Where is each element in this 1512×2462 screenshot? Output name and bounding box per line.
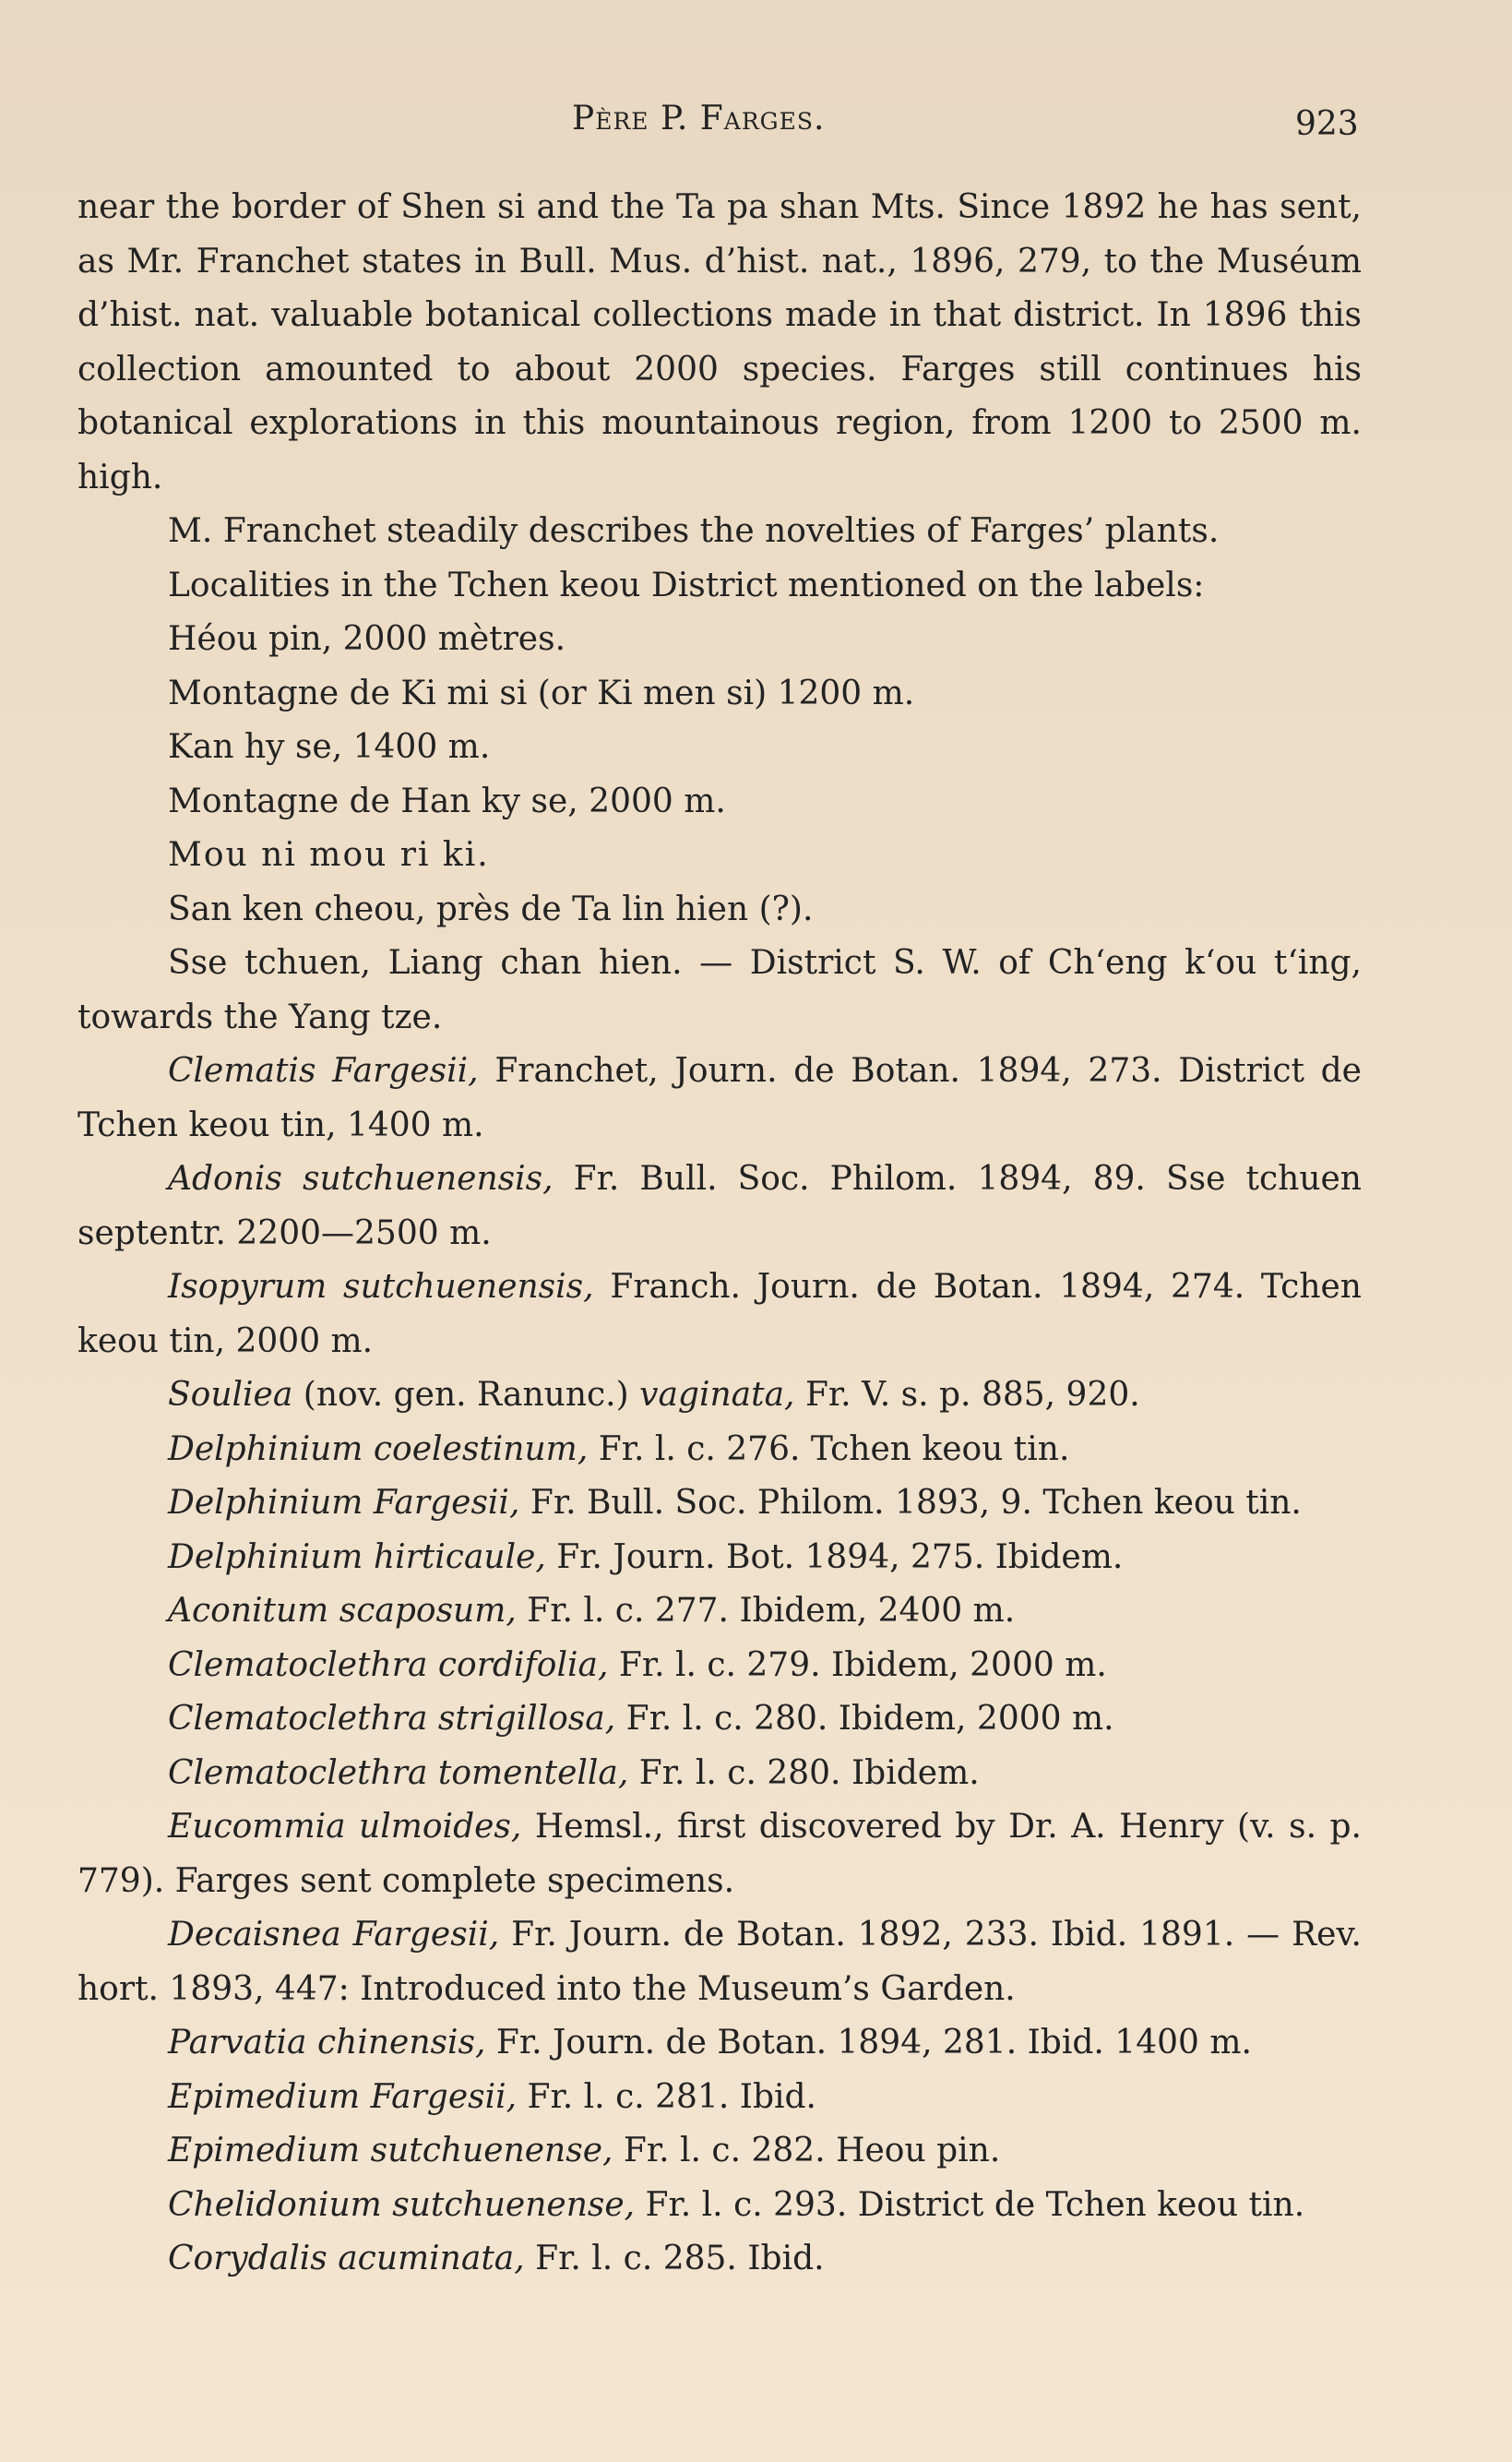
species-citation: (nov. gen. Ranunc.)	[292, 1376, 640, 1414]
species-name: Delphinium coelestinum,	[168, 1429, 589, 1468]
species-entry	[77, 2071, 1362, 2125]
species-citation: Hemsl., first discovered by Dr. A. Henry (v. s. p. 779). Farges sent complete specimens.	[77, 1808, 1362, 1900]
species-entry	[77, 1639, 1362, 1693]
species-name: Adonis sutchuenensis,	[168, 1160, 554, 1198]
species-citation: Fr. l. c. 285. Ibid.	[524, 2240, 825, 2277]
species-name: Parvatia chinensis,	[168, 2024, 486, 2062]
species-citation: Fr. l. c. 277. Ibidem, 2400 m.	[516, 1592, 1016, 1630]
species-citation: Fr. l. c. 280. Ibidem, 2000 m.	[615, 1700, 1114, 1738]
species-citation: Fr. l. c. 279. Ibidem, 2000 m.	[608, 1645, 1107, 1684]
sse-tchuen-paragraph: Sse tchuen, Liang chan hien. — District S. W. of Chʻeng kʻou tʻing, towards the Yang tze.	[77, 944, 1362, 1036]
species-name: Delphinium Fargesii,	[168, 1484, 520, 1522]
locality-item: San ken cheou, près de Ta lin hien (?).	[168, 890, 814, 928]
species-entry	[77, 1692, 1362, 1747]
species-entry	[77, 1368, 1362, 1423]
species-citation: Fr. Bull. Soc. Philom. 1893, 9. Tchen keou tin.	[519, 1484, 1302, 1522]
species-entry	[77, 2232, 1362, 2287]
species-name: Decaisnea Fargesii,	[168, 1916, 500, 1954]
species-entry	[77, 2124, 1362, 2179]
species-citation: Fr. Journ. de Botan. 1894, 281. Ibid. 1400 m.	[485, 2024, 1252, 2062]
species-name: Souliea	[168, 1376, 293, 1414]
species-citation: Fr. l. c. 276. Tchen keou tin.	[588, 1429, 1070, 1468]
localities-heading: Localities in the Tchen keou District mentioned on the labels:	[168, 566, 1205, 604]
species-name: Clematis Fargesii,	[168, 1052, 479, 1090]
species-entry	[77, 1531, 1362, 1585]
species-entry	[77, 1153, 1362, 1261]
page-body	[77, 181, 1362, 2287]
species-entry	[77, 1800, 1362, 1908]
intro-paragraph: near the border of Shen si and the Ta pa shan Mts. Since 1892 he has sent, as Mr. Franchet states in Bull. Mus. d’hist. nat., 1896, 279, to the Muséum d’hist. nat. valuable botanical collections made in that district. In 1896 this collection amounted to about 2000 species. Farges still continues his botanical explorations in this mountainous region, from 1200 to 2500 m. high.	[77, 188, 1362, 496]
species-name: Epimedium Fargesii,	[168, 2077, 518, 2116]
species-citation: Fr. l. c. 282. Heou pin.	[613, 2132, 1001, 2169]
species-entry	[77, 1747, 1362, 1801]
species-epithet: vaginata,	[639, 1376, 795, 1414]
running-head: Père P. Farges.	[572, 100, 826, 137]
species-name: Delphinium hirticaule,	[168, 1537, 546, 1576]
species-name: Eucommia ulmoides,	[168, 1808, 522, 1846]
page-header	[0, 92, 1512, 148]
locality-item: Kan hy se, 1400 m.	[168, 728, 491, 766]
species-citation: Fr. Journ. Bot. 1894, 275. Ibidem.	[545, 1537, 1124, 1576]
species-citation: Franchet, Journ. de Botan. 1894, 273. District de Tchen keou tin, 1400 m.	[77, 1052, 1362, 1144]
species-citation: Fr. Journ. de Botan. 1892, 233. Ibid. 1891. — Rev. hort. 1893, 447: Introduced into the Museum’s Garden.	[77, 1916, 1362, 2008]
species-citation: Fr. l. c. 280. Ibidem.	[628, 1753, 980, 1792]
species-name: Clematoclethra cordifolia,	[168, 1645, 609, 1684]
species-name: Clematoclethra strigillosa,	[168, 1700, 616, 1738]
species-name: Clematoclethra tomentella,	[168, 1753, 629, 1792]
species-citation: Fr. V. s. p. 885, 920.	[794, 1376, 1140, 1414]
locality-item: Héou pin, 2000 mètres.	[168, 620, 566, 658]
species-entry	[77, 2179, 1362, 2233]
page-number: 923	[1295, 105, 1359, 143]
franchet-paragraph: M. Franchet steadily describes the novelties of Farges’ plants.	[168, 512, 1220, 550]
species-entry	[77, 1584, 1362, 1639]
species-entry	[77, 1261, 1362, 1368]
species-entry	[77, 1045, 1362, 1153]
species-citation: Fr. l. c. 293. District de Tchen keou tin.	[635, 2185, 1305, 2224]
species-name: Aconitum scaposum,	[168, 1592, 517, 1630]
locality-item: Montagne de Han ky se, 2000 m.	[168, 782, 726, 820]
locality-list	[77, 613, 1362, 937]
species-name: Isopyrum sutchuenensis,	[168, 1268, 594, 1306]
species-name: Epimedium sutchuenense,	[168, 2132, 613, 2169]
species-list	[77, 1045, 1362, 2287]
species-entry	[77, 1908, 1362, 2016]
species-citation: Fr. l. c. 281. Ibid.	[517, 2077, 816, 2116]
species-name: Chelidonium sutchuenense,	[168, 2185, 636, 2224]
species-citation: Franch. Journ. de Botan. 1894, 274. Tchen keou tin, 2000 m.	[77, 1268, 1362, 1360]
species-citation: Fr. Bull. Soc. Philom. 1894, 89. Sse tchuen septentr. 2200—2500 m.	[77, 1160, 1362, 1252]
locality-item: Montagne de Ki mi si (or Ki men si) 1200 m.	[168, 674, 915, 712]
species-entry	[77, 1423, 1362, 1477]
species-entry	[77, 2016, 1362, 2071]
locality-item: Mou ni mou ri ki.	[168, 836, 490, 874]
species-entry	[77, 1476, 1362, 1531]
species-name: Corydalis acuminata,	[168, 2240, 525, 2277]
